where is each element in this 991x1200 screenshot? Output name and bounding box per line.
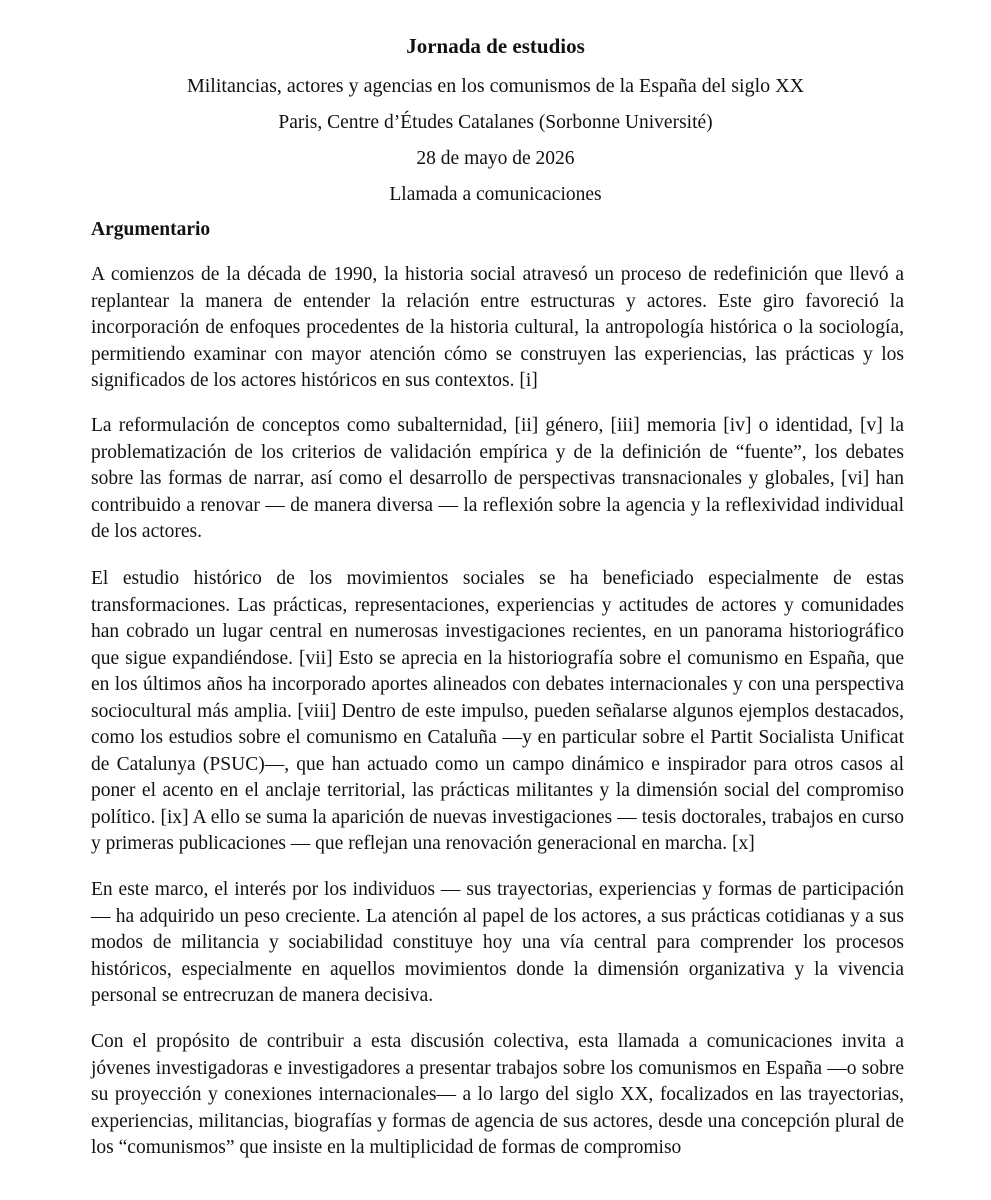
- event-date: 28 de mayo de 2026: [416, 148, 575, 169]
- document-subtitle: Militancias, actores y agencias en los comunismos de la España del siglo XX: [186, 75, 805, 97]
- call-for-papers-label: Llamada a comunicaciones: [389, 184, 602, 205]
- document-title: Jornada de estudios: [406, 34, 585, 58]
- event-location: Paris, Centre d’Études Catalanes (Sorbonne Université): [278, 112, 713, 133]
- paragraph-1: A comienzos de la década de 1990, la historia social atravesó un proceso de redefinición que llevó a replantear la manera de entender la relación entre estructuras y actores. Este giro favoreció la incorporación de enfoques procedentes de la historia cultural, la antropología histórica o la sociología, permitiendo examinar con mayor atención cómo se construyen las experiencias, las prácticas y los significados de los actores históricos en sus contextos. [i]: [91, 264, 904, 391]
- paragraph-5: Con el propósito de contribuir a esta discusión colectiva, esta llamada a comunicaciones invita a jóvenes investigadoras e investigadores a presentar trabajos sobre los comunismos en España —o sobre su proyección y conexiones internacionales— a lo largo del siglo XX, focalizados en las trayectorias, experiencias, militancias, biografías y formas de agencia de sus actores, desde una concepción plural de los “comunismos” que insiste en la multiplicidad de formas de compromiso: [91, 1031, 904, 1158]
- section-heading: Argumentario: [91, 219, 211, 240]
- paragraph-3: El estudio histórico de los movimientos sociales se ha beneficiado especialmente de estas transformaciones. Las prácticas, representaciones, experiencias y actitudes de actores y comunidades han cobrado un lugar central en numerosas investigaciones recientes, en un panorama historiográfico que sigue expandiéndose. [vii] Esto se aprecia en la historiografía sobre el comunismo en España, que en los últimos años ha incorporado aportes alineados con debates internacionales y con una perspectiva sociocultural más amplia. [viii] Dentro de este impulso, pueden señalarse algunos ejemplos destacados, como los estudios sobre el comunismo en Cataluña —y en particular sobre el Partit Socialista Unificat de Catalunya (PSUC)—, que han actuado como un campo dinámico e inspirador para otros casos al poner el acento en el anclaje territorial, las prácticas militantes y la dimensión social del compromiso político. [ix] A ello se suma la aparición de nuevas investigaciones — tesis doctorales, trabajos en curso y primeras publicaciones — que reflejan una renovación generacional en marcha. [x]: [91, 568, 904, 854]
- paragraph-4: En este marco, el interés por los individuos — sus trayectorias, experiencias y formas de participación — ha adquirido un peso creciente. La atención al papel de los actores, a sus prácticas cotidianas y a sus modos de militancia y sociabilidad constituye hoy una vía central para comprender los procesos históricos, especialmente en aquellos movimientos donde la dimensión organizativa y la vivencia personal se entrecruzan de manera decisiva.: [91, 879, 904, 1006]
- paragraph-2: La reformulación de conceptos como subalternidad, [ii] género, [iii] memoria [iv] o identidad, [v] la problematización de los criterios de validación empírica y de la definición de “fuente”, los debates sobre las formas de narrar, así como el desarrollo de perspectivas transnacionales y globales, [vi] han contribuido a renovar — de manera diversa — la reflexión sobre la agencia y la reflexividad individual de los actores.: [91, 415, 904, 542]
